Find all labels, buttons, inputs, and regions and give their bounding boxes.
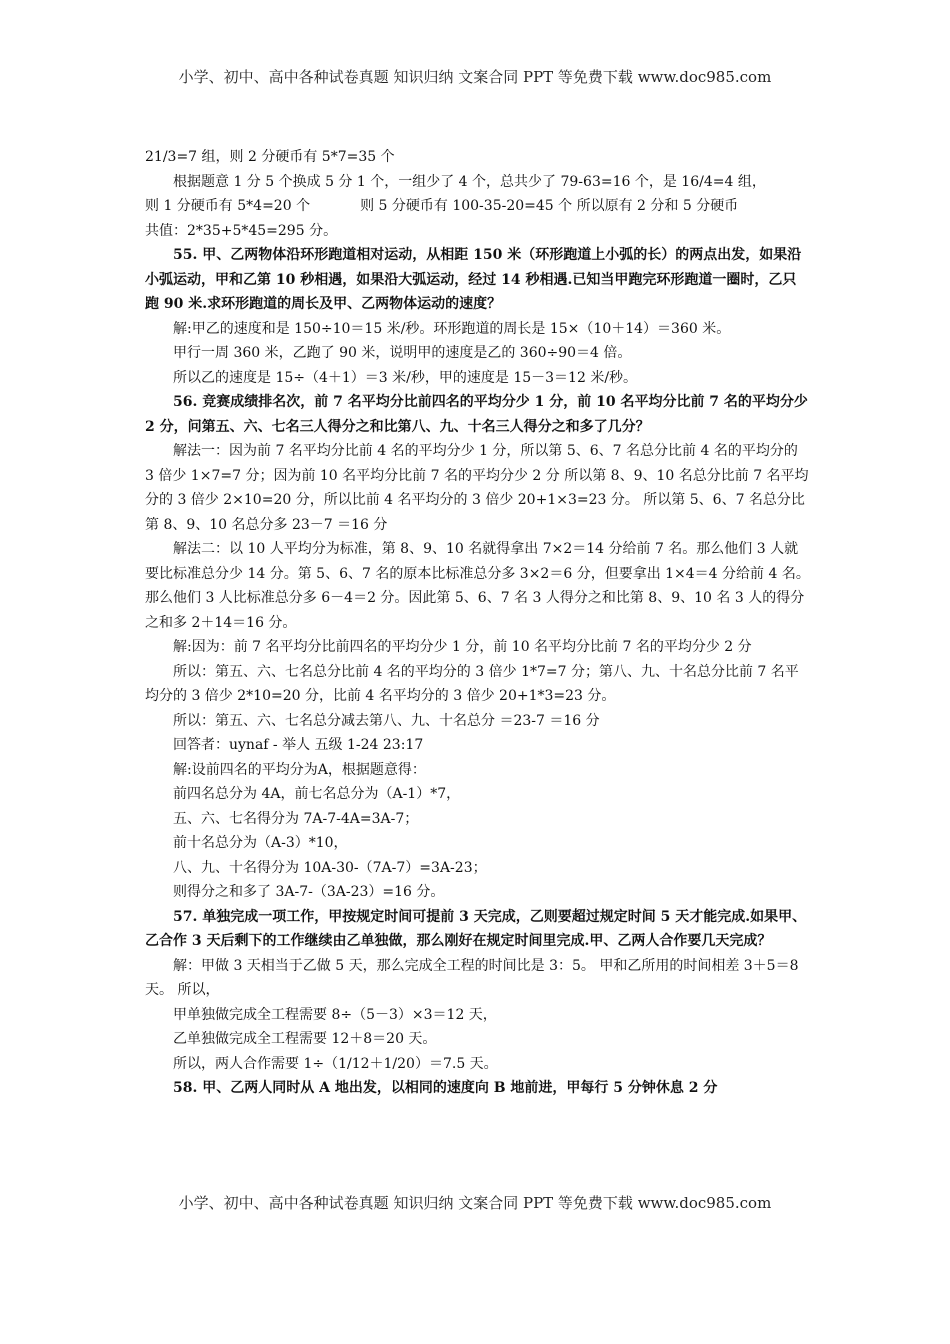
answer-paragraph: 解：甲做 3 天相当于乙做 5 天，那么完成全工程的时间比是 3：5。 甲和乙所用的时间相差 3＋5＝8 天。 所以，: [145, 957, 799, 998]
answer-paragraph: 解法一：因为前 7 名平均分比前 4 名的平均分少 1 分，所以第 5、6、7 名总分比前 4 名的平均分的 3 倍少 1×7=7 分；因为前 10 名平均分比前 7 名的平均分少 2 分 所以第 8、9、10 名总分比前 7 名平均分的 3 倍少 2×10=20 分，所以比前 4 名平均分的 3 倍少 20+1×3=23 分。 所以第 5、6、7 名总分比第 8、9、10 名总分多 23－7 ＝16 分: [145, 443, 809, 533]
answer-line: 甲单独做完成全工程需要 8÷（5－3）×3＝12 天，: [173, 1006, 497, 1023]
answer-line: 解:设前四名的平均分为A，根据题意得：: [173, 761, 426, 778]
answer-line: 前四名总分为 4A，前七名总分为（A-1）*7，: [173, 786, 461, 802]
question-58: 58. 甲、乙两人同时从 A 地出发，以相同的速度向 B 地前进，甲每行 5 分钟休息 2 分: [173, 1080, 718, 1096]
answer-paragraph: 解法二：以 10 人平均分为标准，第 8、9、10 名就得拿出 7×2＝14 分给前 7 名。那么他们 3 人就要比标准总分少 14 分。第 5、6、7 名的原本比标准总分多 3×2＝6 分，但要拿出 1×4＝4 分给前 4 名。那么他们 3 人比标准总分多 6－4＝2 分。因此第 5、6、7 名 3 人得分之和比第 8、9、10 名 3 人的得分之和多 2＋14＝16 分。: [145, 541, 810, 631]
text-line: 共值：2*35+5*45=295 分。: [145, 222, 338, 239]
text-line: 21/3=7 组，则 2 分硬币有 5*7=35 个: [145, 149, 395, 165]
answer-line: 前十名总分为（A-3）*10，: [173, 835, 348, 851]
answer-line: 所以，两人合作需要 1÷（1/12＋1/20）＝7.5 天。: [173, 1055, 498, 1072]
answer-line: 回答者：uynaf - 举人 五级 1-24 23:17: [173, 737, 424, 753]
text-segment: 则 1 分硬币有 5*4=20 个: [145, 198, 311, 214]
document-body: [145, 145, 810, 1101]
question-55: 55. 甲、乙两物体沿环形跑道相对运动，从相距 150 米（环形跑道上小弧的长）的两点出发，如果沿小弧运动，甲和乙第 10 秒相遇，如果沿大弧运动，经过 14 秒相遇.已知当甲跑完环形跑道一圈时，乙只跑 90 米.求环形跑道的周长及甲、乙两物体运动的速度？: [145, 247, 802, 312]
answer-line: 五、六、七名得分为 7A-7-4A=3A-7；: [173, 810, 419, 827]
answer-line: 所以乙的速度是 15÷（4＋1）＝3 米/秒，甲的速度是 15－3＝12 米/秒。: [173, 369, 638, 386]
answer-line: 甲行一周 360 米，乙跑了 90 米，说明甲的速度是乙的 360÷90＝4 倍。: [173, 345, 632, 361]
answer-line: 乙单独做完成全工程需要 12＋8＝20 天。: [173, 1031, 437, 1047]
page-footer: 小学、初中、高中各种试卷真题 知识归纳 文案合同 PPT 等免费下载 www.doc985.com: [178, 1194, 772, 1212]
text-line: 根据题意 1 分 5 个换成 5 分 1 个，一组少了 4 个，总共少了 79-63=16 个，是 16/4=4 组，: [173, 173, 766, 190]
answer-paragraph: 所以：第五、六、七名总分比前 4 名的平均分的 3 倍少 1*7=7 分；第八、九、十名总分比前 7 名平均分的 3 倍少 2*10=20 分，比前 4 名平均分的 3 倍少 20+1*3=23 分。: [145, 663, 799, 704]
answer-line: 则得分之和多了 3A-7-（3A-23）=16 分。: [173, 884, 445, 900]
answer-line: 所以：第五、六、七名总分减去第八、九、十名总分 ＝23-7 ＝16 分: [173, 712, 600, 729]
answer-line: 解:甲乙的速度和是 150÷10＝15 米/秒。环形跑道的周长是 15×（10＋14）＝360 米。: [173, 320, 731, 337]
page-header: 小学、初中、高中各种试卷真题 知识归纳 文案合同 PPT 等免费下载 www.doc985.com: [178, 68, 772, 86]
text-line: [145, 194, 810, 219]
text-segment: 则 5 分硬币有 100-35-20=45 个 所以原有 2 分和 5 分硬币: [360, 198, 739, 214]
question-56: 56. 竞赛成绩排名次，前 7 名平均分比前四名的平均分少 1 分，前 10 名平均分比前 7 名的平均分少 2 分，问第五、六、七名三人得分之和比第八、九、十名三人得分之和多了几分？: [145, 394, 808, 435]
question-57: 57. 单独完成一项工作，甲按规定时间可提前 3 天完成，乙则要超过规定时间 5 天才能完成.如果甲、乙合作 3 天后剩下的工作继续由乙单独做，那么刚好在规定时间里完成.甲、乙两人合作要几天完成？: [145, 908, 807, 949]
answer-line: 八、九、十名得分为 10A-30-（7A-7）=3A-23；: [173, 859, 487, 876]
answer-paragraph: 解:因为：前 7 名平均分比前四名的平均分少 1 分，前 10 名平均分比前 7 名的平均分少 2 分: [173, 639, 752, 655]
